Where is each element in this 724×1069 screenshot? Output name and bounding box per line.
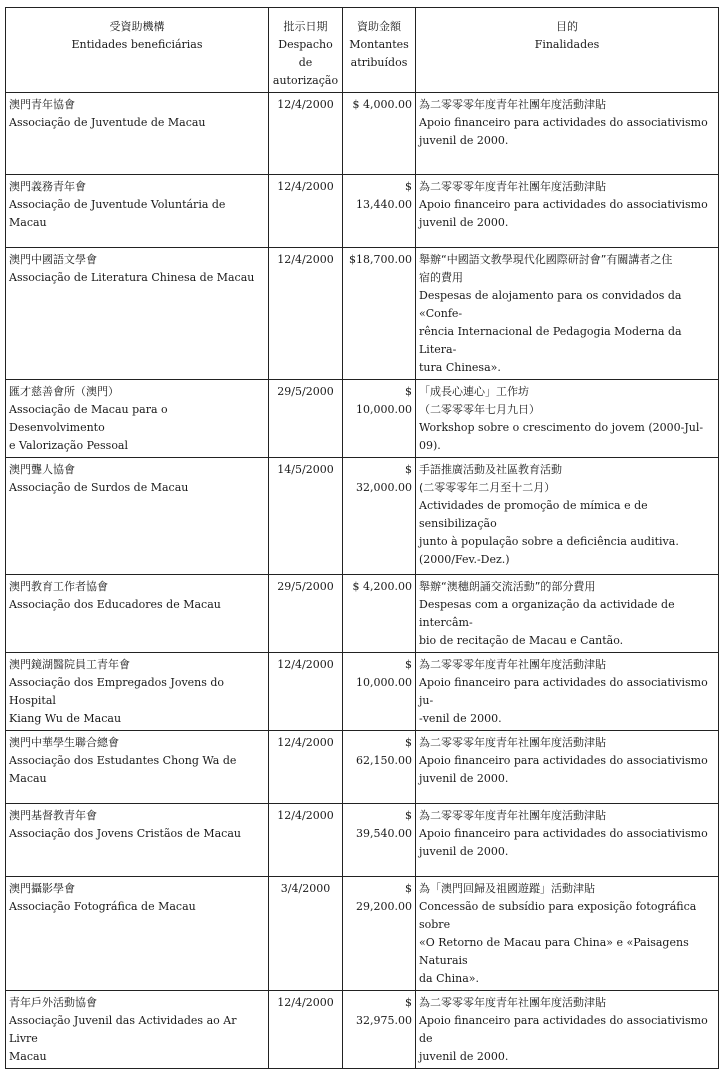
purpose-cell [416,653,719,731]
purpose-line: 舉辦“中國語文教學現代化國際研討會”有關講者之住 [419,253,673,266]
purpose-cell [416,175,719,248]
purpose-line: rência Internacional de Pedagogia Moderna da Litera- [419,325,682,356]
entity-cell [6,877,269,991]
entity-cell [6,991,269,1069]
entity-name-zh: 澳門中華學生聯合總會 [9,736,119,749]
table-row [6,877,719,991]
entity-name-pt: Associação de Surdos de Macau [9,481,189,494]
purpose-cell [416,458,719,575]
purpose-line: Workshop sobre o crescimento do jovem (2000-Jul-09). [419,421,704,452]
date-cell: 29/5/2000 [269,380,343,458]
table-row [6,175,719,248]
entity-cell [6,804,269,877]
date-cell: 12/4/2000 [269,804,343,877]
purpose-line: Despesas de alojamento para os convidados da «Confe- [419,289,682,320]
entity-name-zh: 澳門聾人協會 [9,463,75,476]
purpose-line: Despesas com a organização da actividade de intercâm- [419,598,675,629]
amount-cell: $18,700.00 [343,248,416,380]
purpose-line: 為二零零零年度青年社團年度活動津貼 [419,180,606,193]
header-purpose-zh: 目的 [556,20,578,33]
entity-cell [6,248,269,380]
date-cell: 12/4/2000 [269,653,343,731]
purpose-line: bio de recitação de Macau e Cantão. [419,634,624,647]
entity-cell [6,93,269,175]
entity-name-pt: Associação de Juventude de Macau [9,116,206,129]
purpose-line: juvenil de 2000. [419,216,509,229]
purpose-cell [416,93,719,175]
purpose-cell [416,248,719,380]
header-amount-pt1: Montantes [349,38,409,51]
header-purpose [416,8,719,93]
purpose-line: «O Retorno de Macau para China» e «Paisagens Naturais [419,936,689,967]
amount-cell: $ 13,440.00 [343,175,416,248]
date-cell: 3/4/2000 [269,877,343,991]
purpose-cell [416,804,719,877]
table-row [6,380,719,458]
purpose-line: -venil de 2000. [419,712,502,725]
header-amount-zh: 資助金額 [357,20,401,33]
entity-name-pt: Associação de Macau para o Desenvolvimento [9,403,168,434]
entity-cell [6,653,269,731]
entity-name-zh: 匯才慈善會所（澳門） [9,385,119,398]
header-purpose-pt: Finalidades [534,38,600,51]
entity-name-zh: 澳門義務青年會 [9,180,86,193]
purpose-cell [416,380,719,458]
amount-cell: $ 4,200.00 [343,575,416,653]
purpose-line: Apoio financeiro para actividades do associativismo de [419,1014,708,1045]
table-row [6,991,719,1069]
header-entity [6,8,269,93]
date-cell: 12/4/2000 [269,991,343,1069]
purpose-cell [416,991,719,1069]
entity-name-pt: Associação dos Jovens Cristãos de Macau [9,827,241,840]
table-row [6,804,719,877]
amount-cell: $ 32,000.00 [343,458,416,575]
entity-name-pt: Macau [9,1050,47,1063]
amount-cell: $ 39,540.00 [343,804,416,877]
entity-name-pt: Kiang Wu de Macau [9,712,122,725]
header-amount [343,8,416,93]
purpose-line: 為二零零零年度青年社團年度活動津貼 [419,736,606,749]
purpose-line: 為二零零零年度青年社團年度活動津貼 [419,996,606,1009]
amount-cell: $ 32,975.00 [343,991,416,1069]
entity-cell [6,175,269,248]
amount-cell: $ 10,000.00 [343,380,416,458]
entity-name-zh: 澳門基督教青年會 [9,809,97,822]
grants-table [5,7,719,1069]
entity-name-zh: 青年戶外活動協會 [9,996,97,1009]
purpose-line: 為二零零零年度青年社團年度活動津貼 [419,658,606,671]
header-date [269,8,343,93]
date-cell: 12/4/2000 [269,248,343,380]
entity-name-pt: Associação dos Empregados Jovens do Hospital [9,676,225,707]
date-cell: 12/4/2000 [269,175,343,248]
entity-name-zh: 澳門青年協會 [9,98,75,111]
date-cell: 12/4/2000 [269,93,343,175]
amount-cell: $ 10,000.00 [343,653,416,731]
table-body [6,93,719,1069]
purpose-cell [416,877,719,991]
entity-name-pt: Associação de Juventude Voluntária de Macau [9,198,226,229]
purpose-line: 舉辦“澳穗朗誦交流活動”的部分費用 [419,580,596,593]
header-amount-pt2: atribuídos [350,56,408,69]
purpose-line: Apoio financeiro para actividades do associativismo ju- [419,676,708,707]
table-row [6,575,719,653]
header-date-pt1: Despacho de [278,38,333,69]
purpose-line: Apoio financeiro para actividades do associativismo [419,116,708,129]
header-entity-pt: Entidades beneficiárias [71,38,203,51]
purpose-line: juvenil de 2000. [419,1050,509,1063]
purpose-line: Apoio financeiro para actividades do associativismo [419,827,708,840]
table-row [6,458,719,575]
purpose-line: （二零零零年七月九日） [419,403,540,416]
purpose-line: juvenil de 2000. [419,772,509,785]
purpose-line: da China». [419,972,479,985]
entity-cell [6,458,269,575]
purpose-line: 為二零零零年度青年社團年度活動津貼 [419,809,606,822]
entity-name-pt: Associação de Literatura Chinesa de Macau [9,271,255,284]
purpose-line: junto à população sobre a deficiência auditiva. [419,535,679,548]
entity-cell [6,380,269,458]
date-cell: 29/5/2000 [269,575,343,653]
purpose-line: 為二零零零年度青年社團年度活動津貼 [419,98,606,111]
purpose-cell [416,575,719,653]
purpose-line: Actividades de promoção de mímica e de sensibilização [419,499,648,530]
entity-cell [6,575,269,653]
purpose-line: tura Chinesa». [419,361,501,374]
entity-name-pt: Associação dos Educadores de Macau [9,598,221,611]
purpose-line: 「成長心連心」工作坊 [419,385,529,398]
entity-name-pt: Associação Fotográfica de Macau [9,900,196,913]
purpose-line: juvenil de 2000. [419,134,509,147]
entity-name-zh: 澳門攝影學會 [9,882,75,895]
purpose-line: (二零零零年二月至十二月） [419,481,556,494]
amount-cell: $ 29,200.00 [343,877,416,991]
entity-name-zh: 澳門教育工作者協會 [9,580,108,593]
entity-name-pt: Associação Juvenil das Actividades ao Ar Livre [9,1014,237,1045]
amount-cell: $ 62,150.00 [343,731,416,804]
entity-name-zh: 澳門鏡湖醫院員工青年會 [9,658,130,671]
amount-cell: $ 4,000.00 [343,93,416,175]
table-header [6,8,719,93]
header-date-zh: 批示日期 [283,20,328,33]
entity-name-pt: e Valorização Pessoal [9,439,129,452]
table-row [6,93,719,175]
date-cell: 12/4/2000 [269,731,343,804]
purpose-line: Apoio financeiro para actividades do associativismo [419,198,708,211]
purpose-line: Concessão de subsídio para exposição fotográfica sobre [419,900,697,931]
purpose-line: (2000/Fev.-Dez.) [419,553,510,566]
header-entity-zh: 受資助機構 [109,20,165,33]
entity-cell [6,731,269,804]
purpose-line: juvenil de 2000. [419,845,509,858]
purpose-cell [416,731,719,804]
purpose-line: Apoio financeiro para actividades do associativismo [419,754,708,767]
purpose-line: 手語推廣活動及社區教育活動 [419,463,562,476]
purpose-line: 宿的費用 [419,271,463,284]
entity-name-pt: Associação dos Estudantes Chong Wa de Macau [9,754,237,785]
table-row [6,653,719,731]
header-date-pt2: autorização [272,74,339,87]
table-row [6,731,719,804]
entity-name-zh: 澳門中國語文學會 [9,253,97,266]
purpose-line: 為「澳門回歸及祖國遊蹤」活動津貼 [419,882,595,895]
date-cell: 14/5/2000 [269,458,343,575]
table-row [6,248,719,380]
